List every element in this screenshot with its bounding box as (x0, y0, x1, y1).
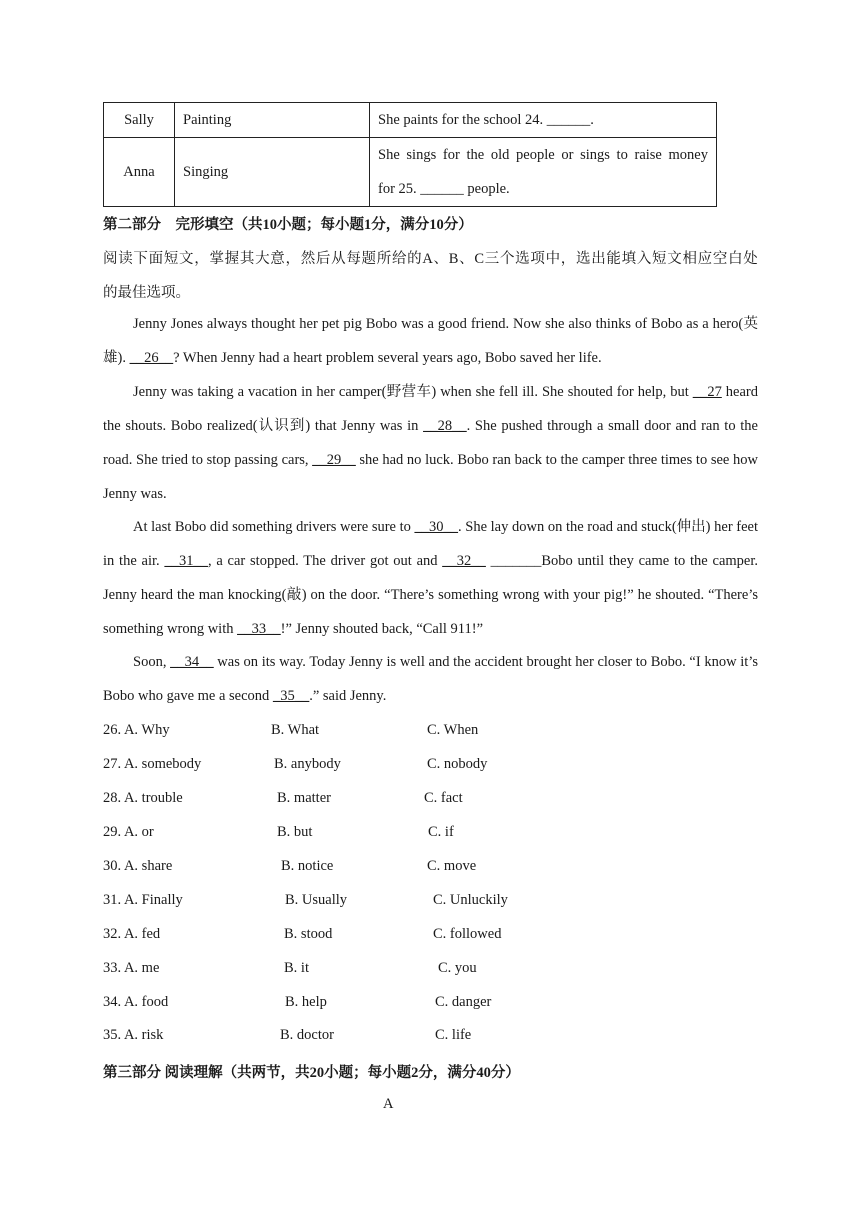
passage-text: !” Jenny shouted back, “Call 911!” (280, 620, 484, 637)
activity-cell: Singing (175, 138, 370, 207)
option-c: C. Unluckily (433, 892, 508, 908)
passage-text: Jenny was taking a vacation in her camper(野营车) when she fell ill. She shouted for help, but (133, 384, 693, 400)
part2-instructions: 阅读下面短文，掌握其大意，然后从每题所给的A、B、C三个选项中，选出能填入短文相应空白处 (103, 251, 758, 267)
option-c: C. followed (433, 926, 502, 942)
option-a: 29. A. or (103, 824, 154, 840)
activity-table (103, 102, 717, 207)
passage-text: ? When Jenny had a heart problem several years ago, Bobo saved her life. (173, 349, 602, 366)
passage-text: . She pushed through a small door and ran to the road. She tried to stop passing cars, (103, 417, 758, 468)
option-a: 33. A. me (103, 960, 160, 976)
activity-cell: Painting (175, 103, 370, 138)
option-c: C. move (427, 858, 477, 874)
name-cell: Anna (104, 138, 175, 207)
option-c: C. nobody (427, 756, 488, 772)
passage-text: heard the shouts. Bobo realized(认识到) that Jenny was in (103, 384, 759, 434)
option-a: 32. A. fed (103, 926, 161, 942)
passage-paragraph-3 (103, 511, 758, 647)
description-cell (370, 138, 717, 207)
option-b: B. stood (284, 926, 333, 942)
part2-instructions-cont: 的最佳选项。 (103, 285, 190, 301)
option-b: B. it (284, 960, 309, 976)
passage-text: Soon, (133, 654, 171, 670)
option-b: B. help (285, 994, 327, 1010)
passage-text: Jenny Jones always thought her pet pig Bobo was a good friend. Now she also thinks of Bobo as a hero(英雄). (103, 316, 758, 366)
description-line: for 25. ______ people. (378, 181, 510, 197)
passage-paragraph-4 (103, 646, 758, 714)
passage-text: . She lay down on the road and stuck(伸出) her feet in the air. (103, 519, 759, 569)
table-row (104, 103, 717, 138)
option-c: C. danger (435, 994, 492, 1010)
passage-text: At last Bobo did something drivers were sure to (133, 519, 415, 535)
option-b: B. Usually (285, 892, 348, 908)
description-cell: She paints for the school 24. ______. (370, 103, 717, 138)
name-cell: Sally (104, 103, 175, 138)
option-b: B. but (277, 824, 313, 840)
description-line: She sings for the old people or sings to raise money (378, 147, 708, 163)
option-a: 30. A. share (103, 858, 173, 874)
blank-35: _35__ (272, 687, 310, 704)
option-b: B. anybody (274, 756, 341, 772)
blank-34: __34__ (170, 654, 214, 670)
passage-text: , a car stopped. The driver got out and (207, 552, 443, 569)
option-c: C. fact (424, 790, 463, 806)
blank-31: __31__ (164, 552, 208, 569)
option-a: 27. A. somebody (103, 756, 202, 772)
option-a: 34. A. food (103, 994, 169, 1010)
option-b: B. notice (281, 858, 334, 874)
passage-text: was on its way. Today Jenny is well and the accident brought her closer to Bobo. “I know it’s Bobo who gave me a second (103, 654, 758, 704)
passage-text: she had no luck. Bobo ran back to the camper three times to see how Jenny was. (103, 451, 758, 502)
section-label: A (383, 1096, 394, 1112)
part3-heading: 第三部分 阅读理解（共两节，共20小题；每小题2分，满分40分） (103, 1065, 520, 1081)
option-b: B. matter (277, 790, 331, 806)
option-b: B. What (271, 722, 320, 738)
option-a: 35. A. risk (103, 1027, 164, 1043)
option-b: B. doctor (280, 1027, 334, 1043)
option-c: C. if (428, 824, 454, 840)
option-a: 26. A. Why (103, 722, 170, 738)
blank-29: __29__ (312, 451, 356, 468)
part2-heading: 第二部分 完形填空（共10小题；每小题1分，满分10分） (103, 217, 473, 233)
blank-32: __32__ (442, 552, 486, 569)
blank-26: __26__ (129, 349, 174, 366)
option-c: C. life (435, 1027, 472, 1043)
passage-paragraph-2 (103, 376, 758, 512)
table-row (104, 138, 717, 207)
option-c: C. When (427, 722, 479, 738)
blank-27: __27 (692, 384, 722, 400)
passage-paragraph-1 (103, 308, 758, 376)
passage-text: _______Bobo until they came to the camper. Jenny heard the man knocking(敲) on the door. “There’s something wrong with your pig!” he shouted. “There’s something wrong with (103, 552, 758, 637)
option-a: 28. A. trouble (103, 790, 183, 806)
blank-33: __33__ (237, 620, 281, 637)
option-c: C. you (438, 960, 477, 976)
passage-text: .” said Jenny. (309, 687, 387, 704)
blank-30: __30__ (414, 519, 459, 535)
blank-28: __28__ (423, 417, 467, 434)
option-a: 31. A. Finally (103, 892, 183, 908)
